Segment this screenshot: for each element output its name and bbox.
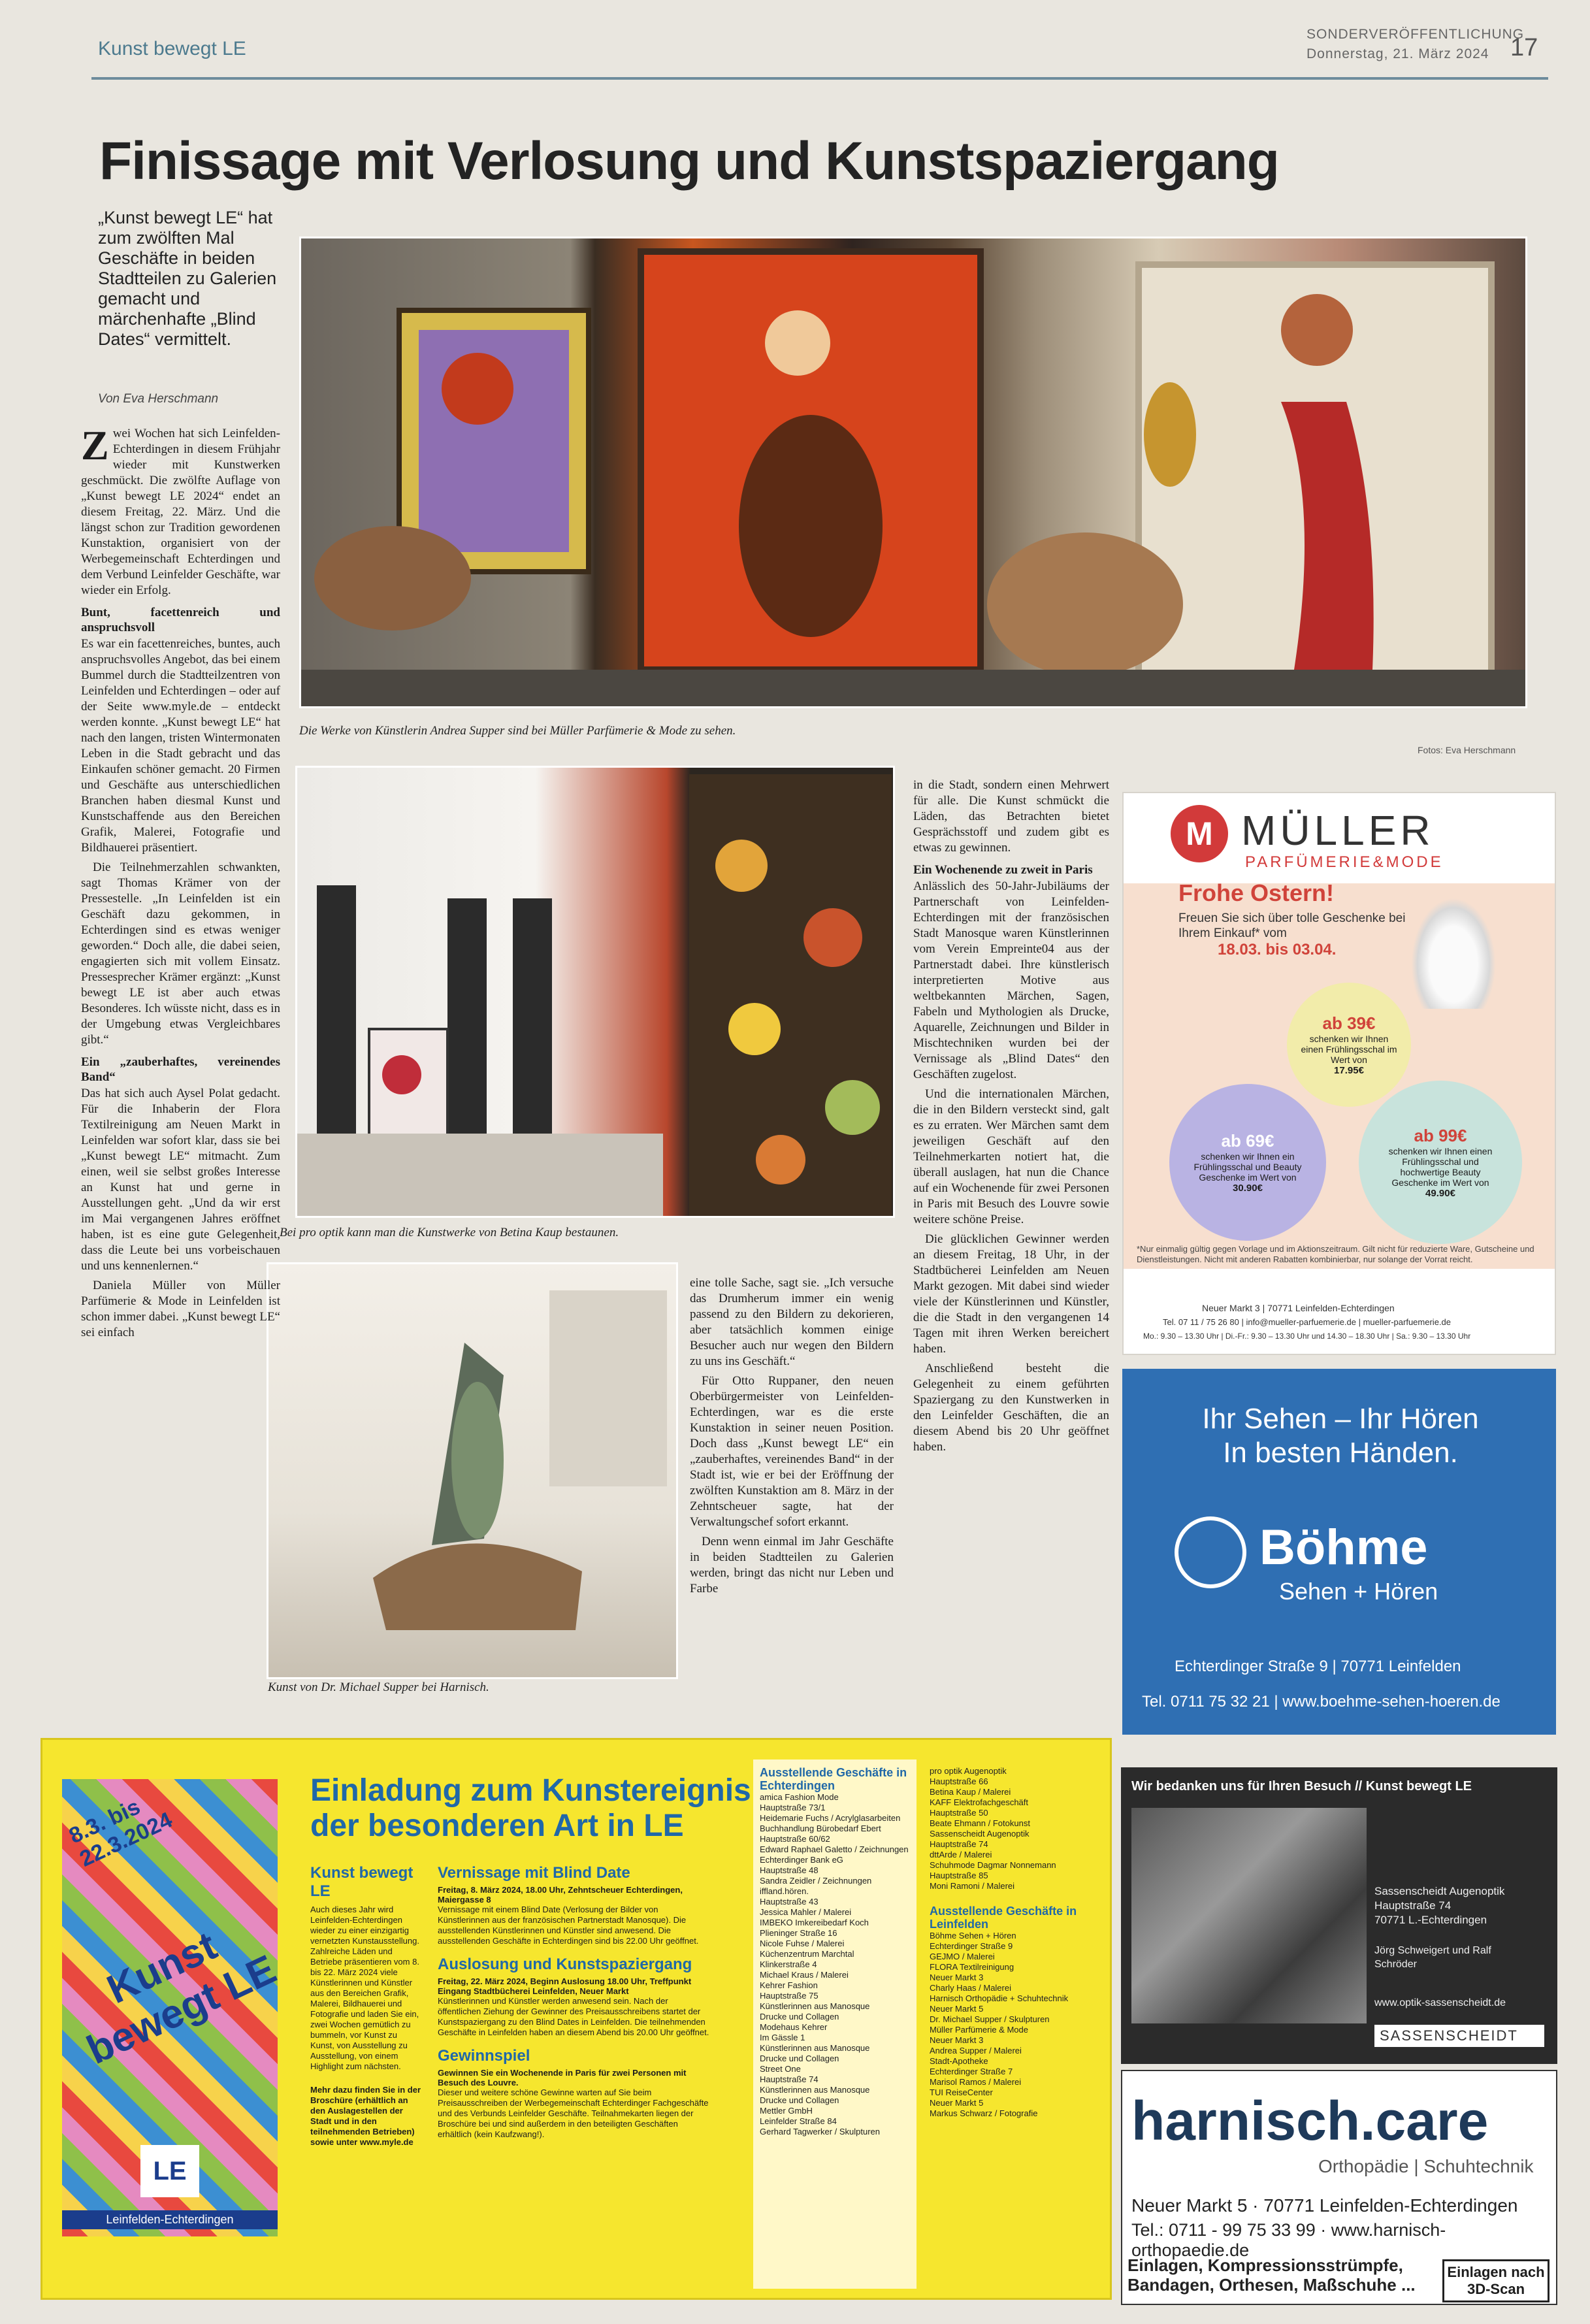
mueller-intro: Freuen Sie sich über tolle Geschenke bei Ihrem Einkauf* vom [1178, 911, 1406, 940]
subheading-2: Ein „zauberhaftes, vereinendes Band“ [81, 1055, 280, 1084]
list-item: Hauptstraße 60/62 [760, 1834, 830, 1844]
mueller-address: Neuer Markt 3 | 70771 Leinfelden-Echterdingen [1202, 1303, 1395, 1313]
list-item: Hauptstraße 74 [760, 2074, 819, 2084]
list-item: Beate Ehmann / Fotokunst [930, 1818, 1030, 1828]
offer-circle-39 [1287, 983, 1411, 1107]
mueller-footnote: *Nur einmalig gültig gegen Vorlage und im Aktionszeitraum. Gilt nicht für reduzierte Ware, Gutscheine und Dienstleistungen. Nicht mit anderen Rabatten kombinierbar, nur solange der Vorrat reicht. [1137, 1244, 1534, 1264]
list-item: dttArde / Malerei [930, 1850, 992, 1859]
offer-39-value: 17.95€ [1334, 1065, 1364, 1076]
edition-date: Donnerstag, 21. März 2024 [1306, 46, 1489, 61]
auslosung-head: Auslosung und Kunstspaziergang [438, 1956, 692, 1973]
mueller-dates: 18.03. bis 03.04. [1218, 941, 1337, 958]
offer-99-amount: ab 99€ [1414, 1126, 1467, 1145]
boehme-slogan-2: In besten Händen. [1223, 1437, 1458, 1469]
list-echterdingen-head: Ausstellende Geschäfte in Echterdingen [760, 1766, 907, 1792]
offer-69-amount: ab 69€ [1221, 1131, 1274, 1151]
poster-dates: 8.3. bis 22.3.2024 [65, 1794, 176, 1872]
ad-kunst-col1 [310, 1864, 421, 2148]
sass-logo: SASSENSCHEIDT [1374, 2025, 1544, 2047]
offer-99-text: schenken wir Ihnen einen Frühlingsschal und hochwertige Beauty Geschenke im Wert von [1388, 1146, 1493, 1188]
list-item: Echterdinger Straße 7 [930, 2067, 1013, 2076]
list-item: Jessica Mahler / Malerei [760, 1907, 852, 1917]
list-item: amica Fashion Mode [760, 1792, 839, 1802]
article-paragraph-11: Und die internationalen Märchen, die in den Bildern versteckt sind, galt es zu erraten. Wer Märchen samt dem jeweiligen Geschäft auf den Teilnehmerkarten notiert hat, die überall auslagen, hat nun die Chance auf ein Wochenende für zwei Personen in Paris mit Besuch des Louvre sowie weitere schöne Preise. [913, 1087, 1109, 1226]
harnisch-services: Einlagen, Kompressionsstrümpfe, Bandagen, Orthesen, Maßschuhe ... [1128, 2255, 1416, 2295]
auslosung-when: Freitag, 22. März 2024, Beginn Auslosung 18.00 Uhr, Treffpunkt Eingang Stadtbücherei Leinfelden, Neuer Markt [438, 1976, 692, 1996]
list-item: Hauptstraße 66 [930, 1776, 988, 1786]
list-item: Nicole Fuhse / Malerei [760, 1939, 845, 1948]
ad-mueller-parfuemerie [1122, 792, 1556, 1355]
article-paragraph-5: Daniela Müller von Müller Parfümerie & Mode in Leinfelden ist schon immer dabei. „Kunst bewegt LE“ sei einfach [81, 1279, 280, 1339]
ad-kunst-col2 [438, 1864, 712, 2140]
list-item: Künstlerinnen aus Manosque [760, 2043, 870, 2053]
article-paragraph-8: Denn wenn einmal im Jahr Geschäfte in beiden Stadtteilen zu Galerien werden, bringt das nicht nur Leben und Farbe [690, 1535, 894, 1596]
list-item: Neuer Markt 3 [930, 1972, 984, 1982]
sass-street: Hauptstraße 74 [1374, 1899, 1452, 1912]
list-item: Dr. Michael Supper / Skulpturen [930, 2014, 1050, 2024]
sass-name: Sassenscheidt Augenoptik [1374, 1885, 1505, 1897]
bunny-image [1411, 898, 1496, 1009]
poster-title: Kunst bewegt LE [80, 1923, 284, 2073]
article-paragraph-10: Anlässlich des 50-Jahr-Jubiläums der Partnerschaft von Leinfelden-Echterdingen mit der französischen Stadt Manosque waren Künstlerinnen vom Verein Empreinte04 aus der Partnerstadt dabei. Ihre künstlerisch interpretierten Motive aus weltbekannten Märchen, Sagen, Fabeln und Mythologien als Drucke, Aquarelle, Zeichnungen und Bilder in Mischtechniken wurden bei der Vernissage als „Blind Dates“ den Geschäften zugelost. [913, 879, 1109, 1081]
gewinnspiel-when: Gewinnen Sie ein Wochenende in Paris für zwei Personen mit Besuch des Louvre. [438, 2068, 687, 2087]
list-item: Andrea Supper / Malerei [930, 2046, 1022, 2055]
list-leinfelden-items [930, 1931, 1093, 2119]
sass-people: Jörg Schweigert und Ralf Schröder [1374, 1945, 1491, 1970]
boehme-address: Echterdinger Straße 9 | 70771 Leinfelden [1175, 1658, 1461, 1675]
article-teaser: „Kunst bewegt LE“ hat zum zwölften Mal Geschäfte in beiden Stadtteilen zu Galerien gemacht und märchenhafte „Blind Dates“ vermittelt. [98, 208, 277, 349]
offer-69-value: 30.90€ [1233, 1183, 1263, 1194]
article-paragraph-4: Das hat sich auch Aysel Polat gedacht. Für die Inhaberin der Flora Textilreinigung am Neuen Markt in Leinfelden war sofort klar, dass sie bei „Kunst bewegt LE“ mitmacht. Zum einen, weil sie selbst großes Interesse an Kunst hat und gerne in Ausstellungen geht. „Und da wir erst im Mai vergangenen Jahres eröffnet haben, ist es eine gute Gelegenheit, dass die Leute bei uns vorbeischauen und uns kennenlernen.“ [81, 1087, 280, 1273]
list-item: Echterdinger Straße 9 [930, 1941, 1013, 1951]
list-leinfelden-head: Ausstellende Geschäfte in Leinfelden [930, 1905, 1077, 1931]
boehme-logo-icon [1175, 1516, 1246, 1588]
article-byline: Von Eva Herschmann [98, 392, 219, 406]
list-item: Drucke und Collagen [760, 2095, 839, 2105]
article-paragraph-6: eine tolle Sache, sagt sie. „Ich versuche das Drumherum immer ein wenig passend zu den Bildern zu dekorieren, aber tatsächlich kommen einige Besucher auch nur wegen den Bildern zu uns ins Geschäft.“ [690, 1276, 894, 1368]
harnisch-badge: Einlagen nach 3D-Scan [1442, 2259, 1549, 2302]
ad-kunst-title-2: der besonderen Art in LE [310, 1808, 684, 1843]
list-item: Buchhandlung Bürobedarf Ebert [760, 1824, 881, 1833]
event-poster [62, 1779, 284, 2236]
list-item: Sandra Zeidler / Zeichnungen [760, 1876, 872, 1886]
article-paragraph-12: Die glücklichen Gewinner werden an diesem Freitag, 18 Uhr, in der Stadtbücherei Leinfelden am Neuen Markt gezogen. Mit dabei sind wieder viele der Künstlerinnen und Künstler, die die Stadt in den vergangenen 14 Tagen mit ihren Werken bereichert haben. [913, 1232, 1109, 1356]
sass-title: Wir bedanken uns für Ihren Besuch // Kunst bewegt LE [1131, 1779, 1472, 1793]
sculpture-photo-art [268, 1264, 678, 1679]
gallery-photo-art [301, 238, 1527, 708]
auslosung-text: Künstlerinnen und Künstler werden anwesend sein. Nach der öffentlichen Ziehung der Gewinner des Preisausschreibens startet der Kunstspaziergang zu den Blind Dates in Leinfelden. Die teilnehmenden Geschäfte in Leinfelden haben an diesem Abend bis 20.00 Uhr geöffnet. [438, 1996, 709, 2037]
list-item: Neuer Markt 3 [930, 2035, 984, 2045]
list-item: Charly Haas / Malerei [930, 1983, 1011, 1993]
article-paragraph-9: in die Stadt, sondern einen Mehrwert für alle. Die Kunst schmückt die Läden, das Betrachten bietet Gesprächsstoff und zudem gibt es etwas zu gewinnen. [913, 778, 1109, 855]
list-echterdingen-items-2 [930, 1766, 1093, 1891]
vernissage-text: Vernissage mit einem Blind Date (Verlosung der Bilder von Künstlerinnen aus der französischen Partnerstadt Manosque). Die ausstellenden Künstlerinnen und Künstler sind anwesend. Die ausstellenden Geschäfte in Echterdingen sind bis 22.00 Uhr geöffnet. [438, 1905, 699, 1946]
subheading-1: Bunt, facettenreich und anspruchsvoll [81, 606, 280, 634]
list-item: Schuhmode Dagmar Nonnemann [930, 1860, 1056, 1870]
list-item: Hauptstraße 75 [760, 1991, 819, 2001]
list-item: Marisol Ramos / Malerei [930, 2077, 1022, 2087]
poster-logo-icon: LE [140, 2145, 199, 2197]
article-paragraph-3: Die Teilnehmerzahlen schwankten, sagt Thomas Krämer von der Pressestelle. „In Leinfelden ist ein Geschäft dazu gekommen, in Echterdingen sind es etwas weniger geworden.“ Doch alle, die dabei seien, engagierten sich mit vollem Einsatz. Pressesprecher Krämer ergänzt: „Kunst bewegt LE ist aber auch etwas Besonderes. Ich wüsste nicht, dass es in der Umgebung etwas Vergleichbares gibt.“ [81, 860, 280, 1047]
list-item: Moni Ramoni / Malerei [930, 1881, 1015, 1891]
harnisch-contact: Tel.: 0711 - 99 75 33 99 · www.harnisch-orthopaedie.de [1131, 2220, 1446, 2260]
list-item: Im Gässle 1 [760, 2033, 805, 2042]
caption-photo-3: Kunst von Dr. Michael Supper bei Harnisch. [268, 1680, 489, 1694]
list-item: iffland.hören. [760, 1886, 809, 1896]
gewinnspiel-head: Gewinnspiel [438, 2047, 530, 2065]
article-paragraph-7: Für Otto Ruppaner, den neuen Oberbürgermeister von Leinfelden-Echterdingen, war es die erste Kunstaktion in seiner neuen Position. Doch dass „Kunst bewegt LE“ ein „zauberhaftes, vereinendes Band“ in der Stadt ist, wie er bei der Eröffnung der zwölften Kunstaktion am 8. März in der Zehntscheuer sagte, hat der Verwaltungschef sofort erkannt. [690, 1374, 894, 1529]
article-headline: Finissage mit Verlosung und Kunstspaziergang [99, 131, 1279, 191]
list-item: GEJMO / Malerei [930, 1952, 995, 1961]
list-item: Klinkerstraße 4 [760, 1959, 817, 1969]
mueller-brand: MÜLLER [1241, 807, 1435, 854]
header-rule [91, 77, 1548, 80]
offer-69-text: schenken wir Ihnen ein Frühlingsschal und Beauty Geschenke im Wert von [1193, 1151, 1302, 1183]
list-item: Neuer Markt 5 [930, 2098, 984, 2108]
edition-type: SONDERVERÖFFENTLICHUNG [1306, 27, 1525, 42]
col1-text: Auch dieses Jahr wird Leinfelden-Echterdingen wieder zu einer einzigartig vernetzten Kunstausstellung. Zahlreiche Läden und Betriebe präsentieren vom 8. bis 22. März 2024 viele Künstlerinnen und Künstler aus den Bereichen Grafik, Malerei, Bildhauerei und Fotografie und laden Sie ein, zwei Wochen gemütlich zu bummeln, vor Kunst zu Kunst, von Ausstellung zu Ausstellung, von einem Highlight zum nächsten. [310, 1905, 419, 2071]
offer-39-text: schenken wir Ihnen einen Frühlingsschal im Wert von [1301, 1034, 1397, 1065]
sass-web: www.optik-sassenscheidt.de [1374, 1997, 1506, 2008]
mueller-contact: Tel. 07 11 / 75 26 80 | info@mueller-parfuemerie.de | mueller-parfuemerie.de [1163, 1317, 1451, 1327]
list-item: Plieninger Straße 16 [760, 1928, 837, 1938]
list-item: Hauptstraße 43 [760, 1897, 819, 1907]
list-item: Kehrer Fashion [760, 1980, 818, 1990]
mueller-subbrand: PARFÜMERIE&MODE [1245, 853, 1444, 871]
list-item: Hauptstraße 50 [930, 1808, 988, 1818]
list-item: Harnisch Orthopädie + Schuhtechnik [930, 1993, 1069, 2003]
photo-credit: Fotos: Eva Herschmann [1418, 745, 1516, 755]
article-paragraph-13: Anschließend besteht die Gelegenheit zu einem geführten Spaziergang zu den Kunstwerken in den Leinfelder Geschäften, die an diesem Abend bis 20 Uhr geöffnet haben. [913, 1362, 1109, 1454]
subheading-3: Ein Wochenende zu zweit in Paris [913, 863, 1093, 877]
boehme-sub: Sehen + Hören [1279, 1578, 1438, 1605]
list-item: FLORA Textilreinigung [930, 1962, 1014, 1972]
list-item: Leinfelder Straße 84 [760, 2116, 837, 2126]
harnisch-sub: Orthopädie | Schuhtechnik [1318, 2156, 1534, 2176]
list-item: Mettler GmbH [760, 2106, 813, 2116]
list-item: pro optik Augenoptik [930, 1766, 1007, 1776]
list-item: Drucke und Collagen [760, 2054, 839, 2063]
boehme-brand: Böhme [1259, 1520, 1428, 1575]
sass-city: 70771 L.-Echterdingen [1374, 1914, 1487, 1926]
list-item: Küchenzentrum Marchtal [760, 1949, 854, 1959]
harnisch-brand: harnisch.care [1131, 2090, 1489, 2152]
dropcap: Z [81, 422, 109, 468]
photo-andrea-supper [299, 237, 1527, 708]
list-item: Böhme Sehen + Hören [930, 1931, 1016, 1940]
list-item: Echterdinger Bank eG [760, 1855, 843, 1865]
offer-39-amount: ab 39€ [1322, 1013, 1376, 1033]
page-number: 17 [1510, 34, 1538, 61]
article-paragraph-2: Es war ein facettenreiches, buntes, auch anspruchsvolles Angebot, das bei einem Bummel durch die Stadtteilzentren von Leinfelden und Echterdingen – oder auf der Seite www.myle.de – entdeckt werden konnte. „Kunst bewegt LE“ hat nach den langen, tristen Wintermonaten Leben in die Stadt gebracht und das Einkaufen schöner gemacht. 20 Firmen und Geschäfte aus unterschiedlichen Branchen haben diesmal Kunst und Kunstschaffende aus den Bereichen Grafik, Malerei, Fotografie und Bildhauerei präsentiert. [81, 637, 280, 855]
list-item: Müller Parfümerie & Mode [930, 2025, 1028, 2035]
ad-kunst-title-1: Einladung zum Kunstereignis [310, 1773, 751, 1808]
list-item: Betina Kaup / Malerei [930, 1787, 1011, 1797]
caption-photo-2: Bei pro optik kann man die Kunstwerke von Betina Kaup bestaunen. [280, 1226, 619, 1239]
list-item: Hauptstraße 74 [930, 1839, 988, 1849]
list-item: Michael Kraus / Malerei [760, 1970, 849, 1980]
vernissage-when: Freitag, 8. März 2024, 18.00 Uhr, Zehntscheuer Echterdingen, Maiergasse 8 [438, 1885, 683, 1905]
list-item: Hauptstraße 73/1 [760, 1803, 826, 1812]
mueller-hours: Mo.: 9.30 – 13.30 Uhr | Di.-Fr.: 9.30 – 13.30 Uhr und 14.30 – 18.30 Uhr | Sa.: 9.30 – 13.30 Uhr [1143, 1332, 1471, 1341]
list-echterdingen-items [760, 1792, 910, 2137]
mueller-logo-icon: M [1171, 805, 1228, 862]
list-item: Markus Schwarz / Fotografie [930, 2108, 1038, 2118]
list-echterdingen [753, 1759, 917, 2289]
photo-pro-optik [295, 766, 895, 1218]
optician-photo-art [297, 768, 895, 1218]
list-item: Drucke und Collagen [760, 2012, 839, 2021]
list-item: Heidemarie Fuchs / Acrylglasarbeiten [760, 1813, 901, 1823]
sass-artwork [1131, 1808, 1367, 2023]
ad-sassenscheidt [1121, 1767, 1557, 2064]
harnisch-address: Neuer Markt 5 · 70771 Leinfelden-Echterdingen [1131, 2195, 1518, 2216]
col1-head: Kunst bewegt LE [310, 1864, 414, 1900]
edition-info [1306, 25, 1524, 64]
list-item: Edward Raphael Galetto / Zeichnungen [760, 1844, 909, 1854]
offer-circle-69 [1169, 1084, 1326, 1241]
article-column-3 [913, 777, 1109, 1459]
boehme-slogan-1: Ihr Sehen – Ihr Hören [1202, 1403, 1479, 1435]
list-item: KAFF Elektrofachgeschäft [930, 1797, 1029, 1807]
section-label: Kunst bewegt LE [98, 38, 246, 59]
list-item: TUI ReiseCenter [930, 2087, 993, 2097]
article-column-2 [690, 1275, 894, 1601]
poster-town: Leinfelden-Echterdingen [62, 2210, 278, 2229]
list-item: Modehaus Kehrer [760, 2022, 828, 2032]
list-item: Street One [760, 2064, 801, 2074]
ad-kunst-bewegt-le [41, 1738, 1112, 2300]
offer-circle-99 [1359, 1081, 1522, 1244]
list-item: Stadt-Apotheke [930, 2056, 988, 2066]
caption-photo-1: Die Werke von Künstlerin Andrea Supper sind bei Müller Parfümerie & Mode zu sehen. [299, 724, 736, 738]
gewinnspiel-text: Dieser und weitere schöne Gewinne warten auf Sie beim Preisausschreiben der Werbegemeinschaft Echterdinger Fachgeschäfte und des Verbunds Leinfelder Geschäfte. Teilnahmekarten liegen der Broschüre bei und sind außerdem in den beteiligten Geschäften erhältlich (kein Kaufzwang!). [438, 2087, 709, 2139]
mueller-headline: Frohe Ostern! [1178, 879, 1335, 906]
offer-99-value: 49.90€ [1425, 1188, 1455, 1199]
ad-boehme [1122, 1369, 1556, 1735]
list-item: Künstlerinnen aus Manosque [760, 2001, 870, 2011]
list-item: Künstlerinnen aus Manosque [760, 2085, 870, 2095]
article-paragraph-1: Zwei Wochen hat sich Leinfelden-Echterdingen in diesem Frühjahr wieder mit Kunstwerken geschmückt. Die zwölfte Auflage von „Kunst bewegt LE 2024“ endet an diesem Freitag, 22. März. Und die längst schon zur Tradition gewordenen Kunstaktion, organisiert von der Werbegemeinschaft Echterdingen und dem Verbund Leinfelder Geschäfte, war wieder ein Erfolg. [81, 422, 280, 597]
list-leinfelden [923, 1759, 1099, 2289]
list-item: IMBEKO Imkereibedarf Koch [760, 1918, 869, 1927]
list-item: Hauptstraße 48 [760, 1865, 819, 1875]
list-item: Gerhard Tagwerker / Skulpturen [760, 2127, 881, 2136]
article-column-1 [81, 422, 280, 1345]
col1-more: Mehr dazu finden Sie in der Broschüre (erhältlich an den Auslagestellen der Stadt und in den teilnehmenden Betrieben) sowie unter www.myle.de [310, 2085, 421, 2147]
list-item: Neuer Markt 5 [930, 2004, 984, 2014]
vernissage-head: Vernissage mit Blind Date [438, 1864, 630, 1882]
list-item: Sassenscheidt Augenoptik [930, 1829, 1030, 1839]
boehme-contact: Tel. 0711 75 32 21 | www.boehme-sehen-hoeren.de [1142, 1693, 1501, 1710]
photo-harnisch [267, 1262, 678, 1679]
ad-harnisch [1121, 2070, 1557, 2305]
list-item: Hauptstraße 85 [930, 1871, 988, 1880]
